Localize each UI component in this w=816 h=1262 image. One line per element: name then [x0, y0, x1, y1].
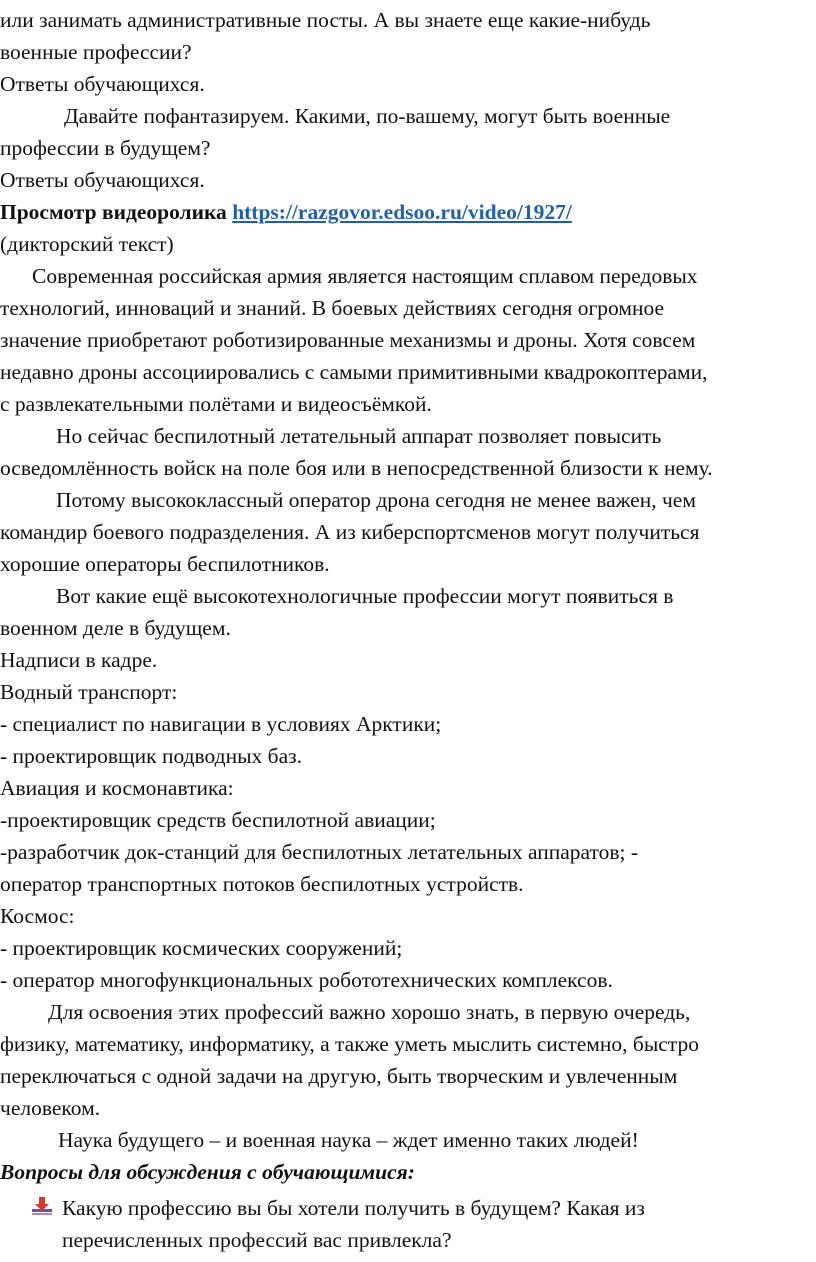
paragraph-line: Авиация и космонавтика:: [0, 776, 234, 800]
paragraph-line: Давайте пофантазируем. Какими, по-вашему, могут быть военные: [64, 104, 671, 128]
questions-heading: Вопросы для обсуждения с обучающимися:: [0, 1160, 415, 1184]
paragraph-line: недавно дроны ассоциировались с самыми примитивными квадрокоптерами,: [0, 360, 708, 384]
paragraph-line: оператор транспортных потоков беспилотных устройств.: [0, 872, 524, 896]
paragraph-line: Для освоения этих профессий важно хорошо знать, в первую очередь,: [48, 1000, 691, 1024]
paragraph-line: с развлекательными полётами и видеосъёмкой.: [0, 392, 432, 416]
paragraph-line: Потому высококлассный оператор дрона сегодня не менее важен, чем: [56, 488, 696, 512]
paragraph-line: -проектировщик средств беспилотной авиации;: [0, 808, 436, 832]
video-label: Просмотр видеоролика: [0, 200, 227, 224]
video-line: [0, 196, 572, 228]
paragraph-line: Космос:: [0, 904, 75, 928]
paragraph-line: осведомлённость войск на поле боя или в непосредственной близости к нему.: [0, 456, 713, 480]
arrow-down-bullet-icon: [30, 1196, 54, 1220]
paragraph-line: человеком.: [0, 1096, 101, 1120]
paragraph-line: переключаться с одной задачи на другую, быть творческим и увлеченным: [0, 1064, 678, 1088]
question-text-continued: перечисленных профессий вас привлекла?: [62, 1228, 452, 1252]
paragraph-line: Но сейчас беспилотный летательный аппарат позволяет повысить: [56, 424, 662, 448]
paragraph-line: физику, математику, информатику, а также уметь мыслить системно, быстро: [0, 1032, 699, 1056]
paragraph-line: - специалист по навигации в условиях Арктики;: [0, 712, 442, 736]
paragraph-line: Ответы обучающихся.: [0, 72, 205, 96]
paragraph-line: военном деле в будущем.: [0, 616, 231, 640]
video-link[interactable]: https://razgovor.edsoo.ru/video/1927/: [232, 200, 572, 224]
paragraph-line: (дикторский текст): [0, 232, 174, 256]
paragraph-line: военные профессии?: [0, 40, 192, 64]
paragraph-line: Надписи в кадре.: [0, 648, 158, 672]
paragraph-line: - проектировщик подводных баз.: [0, 744, 303, 768]
paragraph-line: или занимать административные посты. А вы знаете еще какие-нибудь: [0, 8, 651, 32]
paragraph-line: Водный транспорт:: [0, 680, 178, 704]
paragraph-line: Современная российская армия является настоящим сплавом передовых: [32, 264, 698, 288]
paragraph-line: технологий, инноваций и знаний. В боевых действиях сегодня огромное: [0, 296, 665, 320]
paragraph-line: Наука будущего – и военная наука – ждет именно таких людей!: [58, 1128, 639, 1152]
paragraph-line: Вот какие ещё высокотехнологичные профессии могут появиться в: [56, 584, 674, 608]
paragraph-line: хорошие операторы беспилотников.: [0, 552, 330, 576]
paragraph-line: Ответы обучающихся.: [0, 168, 205, 192]
question-text: Какую профессию вы бы хотели получить в будущем? Какая из: [62, 1196, 645, 1220]
paragraph-line: значение приобретают роботизированные механизмы и дроны. Хотя совсем: [0, 328, 696, 352]
question-item: [0, 1192, 816, 1224]
paragraph-line: -разработчик док-станций для беспилотных летательных аппаратов; -: [0, 840, 639, 864]
paragraph-line: профессии в будущем?: [0, 136, 211, 160]
paragraph-line: командир боевого подразделения. А из киберспортсменов могут получиться: [0, 520, 700, 544]
paragraph-line: - проектировщик космических сооружений;: [0, 936, 403, 960]
paragraph-line: - оператор многофункциональных робототехнических комплексов.: [0, 968, 613, 992]
